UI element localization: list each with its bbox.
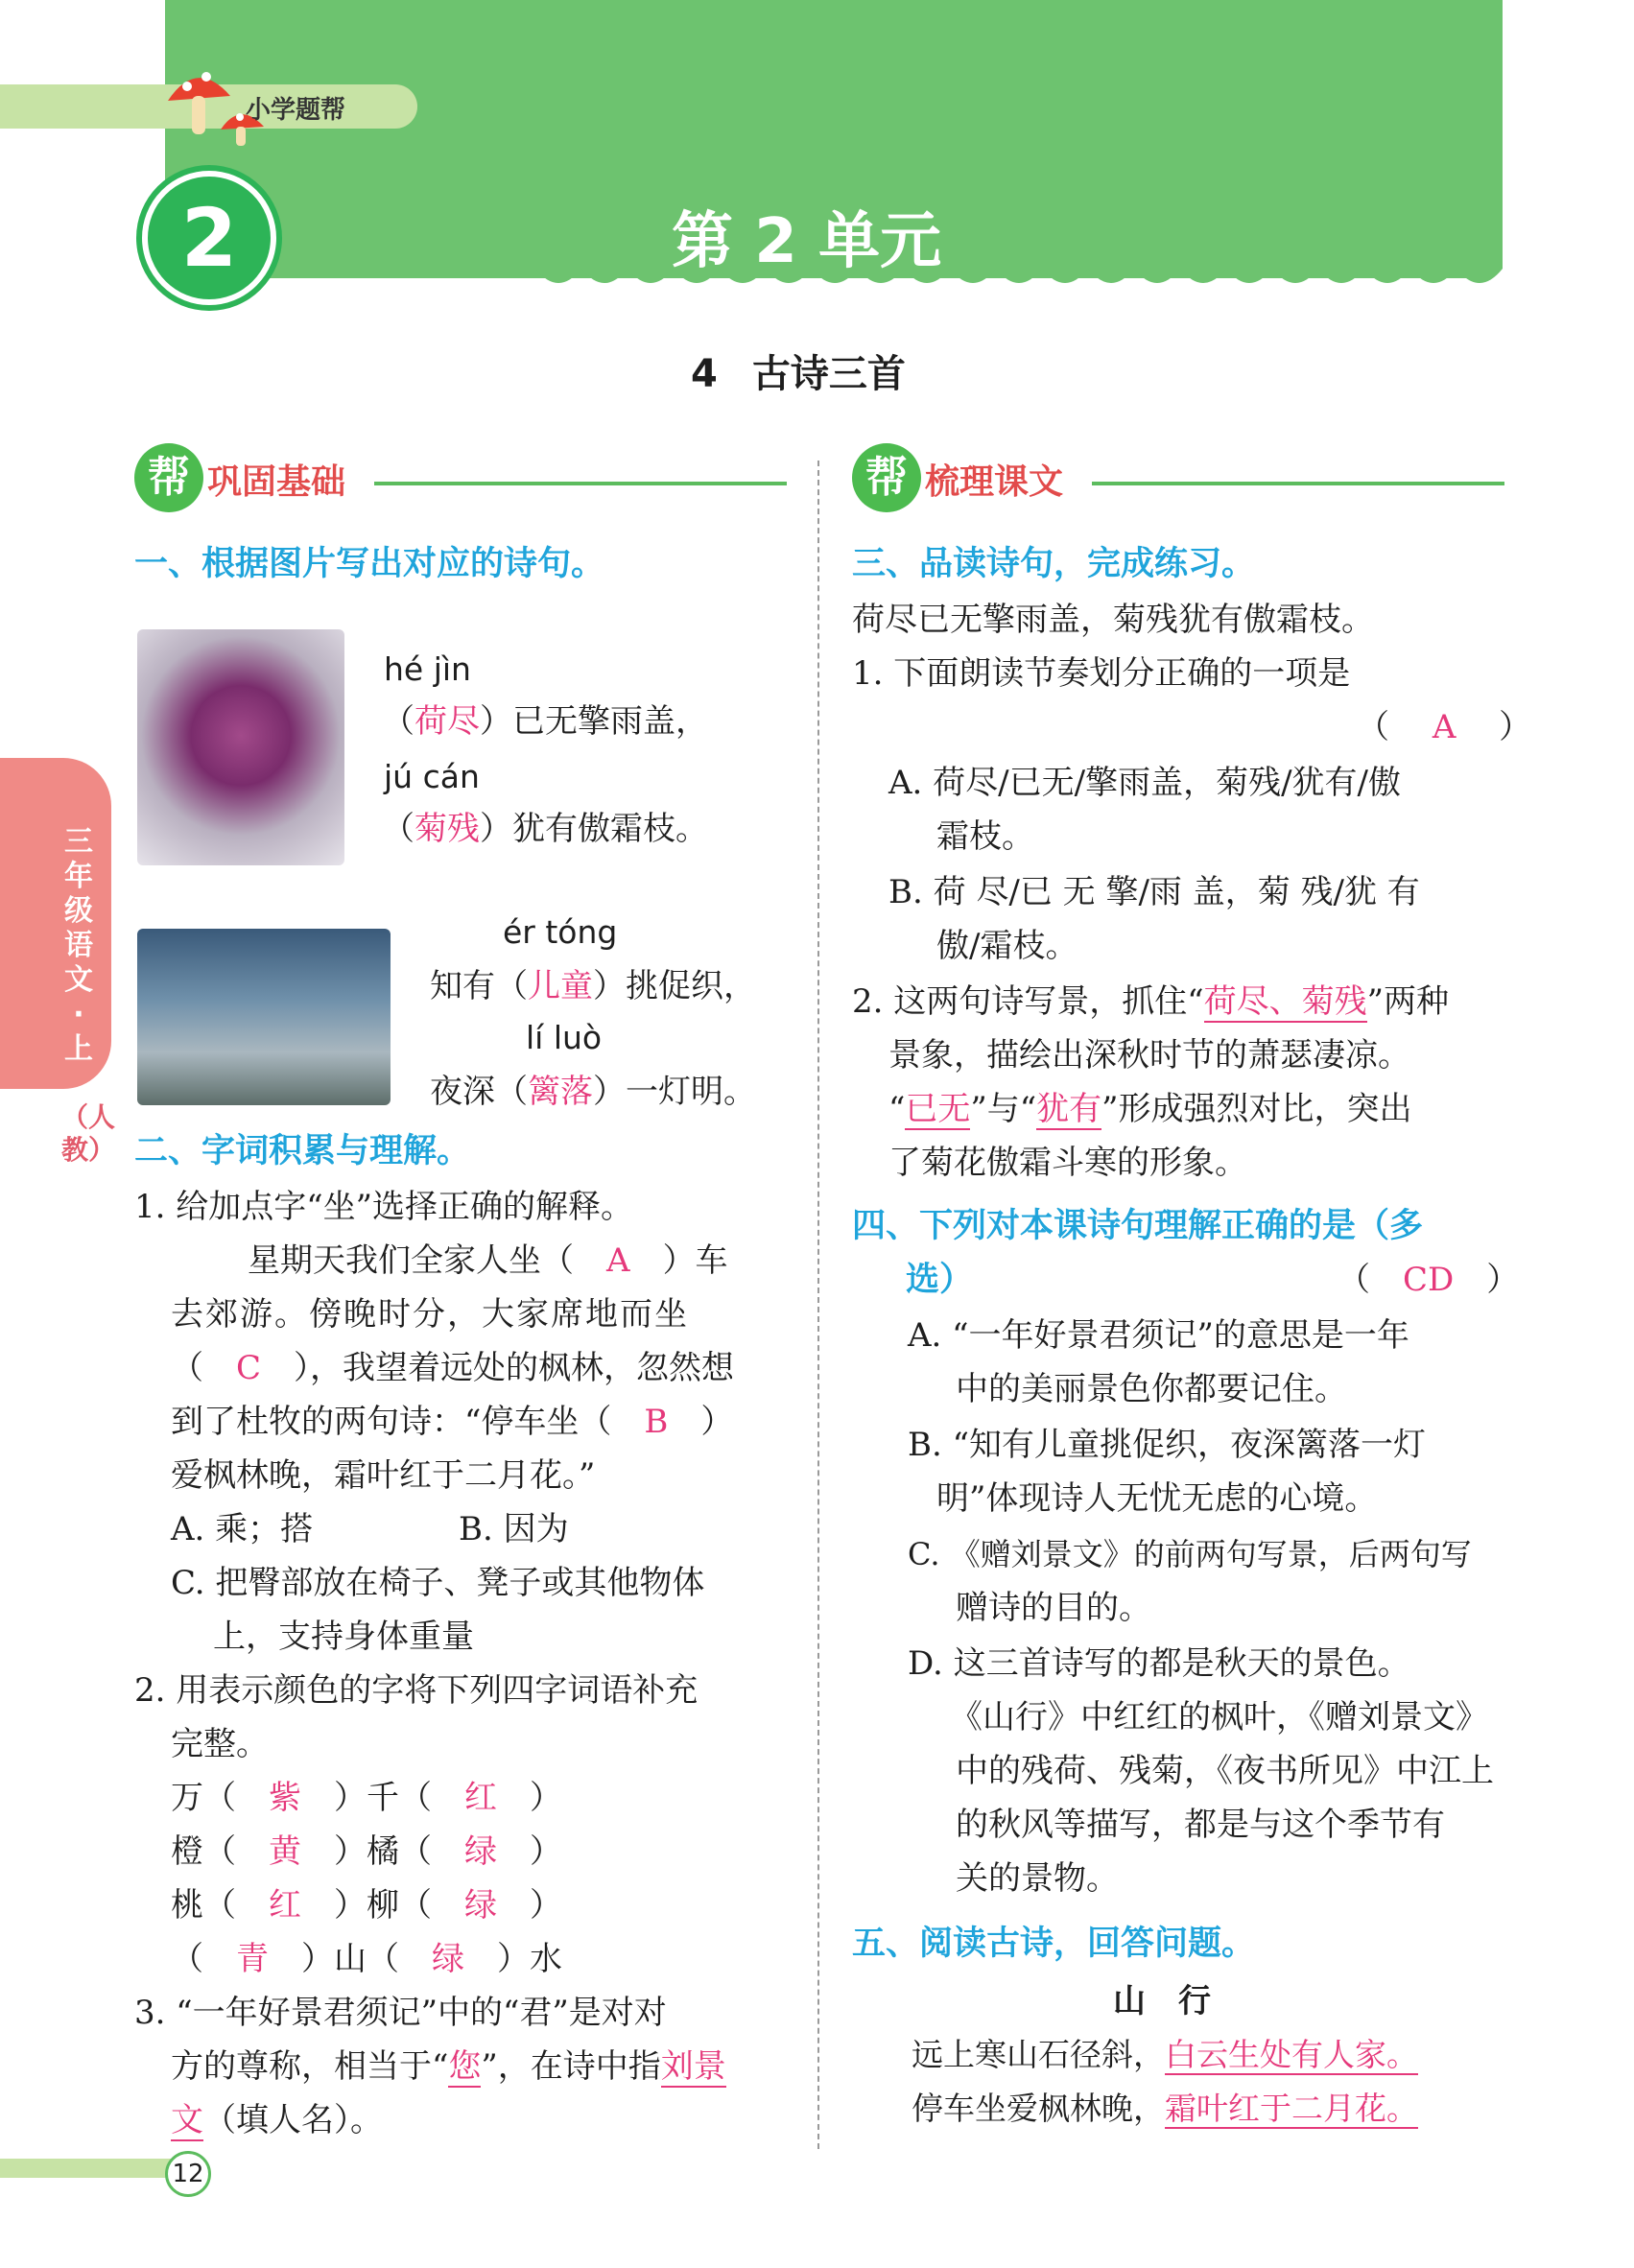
- idiom-line: （ 青 ）山（ 绿 ）水: [171, 1940, 562, 1978]
- poem-line: 知有（儿童）挑促织，: [430, 967, 756, 1005]
- poem-line: （荷尽）已无擎雨盖，: [382, 702, 708, 741]
- poem-line: 夜深（篱落）一灯明。: [430, 1073, 756, 1111]
- answer: 绿: [464, 1886, 497, 1925]
- answer: 荷尽: [414, 702, 480, 741]
- pinyin: lí luò: [526, 1019, 603, 1056]
- q2-line: （ C ），我望着远处的枫林，忽然想: [171, 1349, 735, 1387]
- side-tab-grade: 三年级语文·上: [64, 825, 93, 1066]
- idiom-line: 橙（ 黄 ）橘（ 绿 ）: [171, 1832, 562, 1871]
- option-a: A. “一年好景君须记”的意思是一年: [908, 1316, 1409, 1355]
- unit-title: 第 2 单元: [672, 206, 942, 277]
- q3-sub2-cont: 景象，描绘出深秋时节的萧瑟凄凉。: [888, 1036, 1410, 1075]
- option-a-cont: 霜枝。: [936, 817, 1034, 856]
- option-a-cont: 中的美丽景色你都要记住。: [956, 1370, 1347, 1408]
- q2-sub3-cont: 文（填人名）。: [171, 2101, 383, 2139]
- poem-title: 山 行: [1113, 1982, 1211, 2020]
- q2-line: 去郊游。傍晚时分，大家席地而坐: [171, 1295, 689, 1334]
- answer: 绿: [464, 1832, 497, 1871]
- poem-line: 停车坐爱枫林晚，霜叶红于二月花。: [912, 2090, 1418, 2127]
- brand-name: 小学题帮: [246, 96, 346, 125]
- option-b: B. “知有儿童挑促织，夜深篱落一灯: [908, 1426, 1426, 1464]
- q3-heading: 三、品读诗句，完成练习。: [852, 545, 1256, 583]
- lesson-name: 古诗三首: [751, 352, 906, 396]
- poem-line: 远上寒山石径斜，白云生处有人家。: [912, 2036, 1418, 2073]
- q1-heading: 一、根据图片写出对应的诗句。: [134, 545, 605, 583]
- lesson-title: [691, 343, 906, 398]
- q2-sub2-cont: 完整。: [171, 1725, 269, 1763]
- answer: 已无: [905, 1090, 971, 1128]
- answer: A: [606, 1241, 630, 1280]
- option-c-cont: 上，支持身体重量: [213, 1618, 474, 1656]
- pinyin: ér tóng: [503, 913, 618, 951]
- answer: 紫: [269, 1779, 301, 1817]
- answer: 红: [464, 1779, 497, 1817]
- side-tab-edition: （人教）: [61, 1101, 116, 1166]
- option-d-cont: 的秋风等描写，都是与这个季节有: [956, 1806, 1445, 1844]
- footer-strip: [0, 2159, 171, 2178]
- answer: 霜叶红于二月花。: [1165, 2090, 1418, 2127]
- pinyin: hé jìn: [384, 650, 471, 688]
- chrysanthemum-photo: [137, 629, 344, 865]
- answer: C: [236, 1349, 262, 1387]
- option-c: C. 《赠刘景文》的前两句写景，后两句写: [908, 1536, 1472, 1572]
- idiom-line: 桃（ 红 ）柳（ 绿 ）: [171, 1886, 562, 1925]
- q2-sub3-cont: 方的尊称，相当于“您”，在诗中指刘景: [171, 2047, 726, 2086]
- answer: 黄: [269, 1832, 301, 1871]
- answer-bracket: （ CD ）: [1338, 1261, 1520, 1299]
- badge-label: 梳理课文: [925, 462, 1064, 502]
- answer: 文: [171, 2101, 203, 2139]
- q3-sub2-cont: “已无”与“犹有”形成强烈对比，突出: [888, 1090, 1412, 1128]
- answer: 荷尽、菊残: [1203, 982, 1367, 1021]
- q4-heading-cont: 选）: [906, 1261, 974, 1299]
- option-b: B. 因为: [459, 1510, 569, 1548]
- answer: 白云生处有人家。: [1165, 2036, 1418, 2073]
- answer: 菊残: [414, 810, 480, 848]
- q2-line: 到了杜牧的两句诗：“停车坐（ B ）: [171, 1403, 734, 1441]
- badge-line: [374, 482, 787, 485]
- night-fence-photo: [137, 929, 391, 1105]
- option-d: D. 这三首诗写的都是秋天的景色。: [908, 1644, 1410, 1683]
- option-c: C. 把臀部放在椅子、凳子或其他物体: [171, 1564, 705, 1602]
- badge-label: 巩固基础: [207, 462, 346, 502]
- q3-poem: 荷尽已无擎雨盖，菊残犹有傲霜枝。: [852, 601, 1374, 639]
- q3-sub2: 2. 这两句诗写景，抓住“荷尽、菊残”两种: [852, 982, 1450, 1021]
- answer: 青: [236, 1940, 269, 1978]
- q5-heading: 五、阅读古诗，回答问题。: [852, 1925, 1256, 1963]
- option-b-cont: 傲/霜枝。: [936, 927, 1078, 965]
- q3-sub2-cont: 了菊花傲霜斗寒的形象。: [888, 1144, 1247, 1182]
- option-b-cont: 明”体现诗人无忧无虑的心境。: [936, 1479, 1378, 1518]
- answer: 篱落: [528, 1073, 593, 1111]
- page-number: 12: [165, 2151, 211, 2197]
- badge-icon: 帮: [852, 443, 921, 512]
- answer: 犹有: [1036, 1090, 1102, 1128]
- q2-sub1: 1. 给加点字“坐”选择正确的解释。: [134, 1188, 634, 1226]
- q4-heading: 四、下列对本课诗句理解正确的是（多: [852, 1207, 1424, 1245]
- q2-heading: 二、字词积累与理解。: [134, 1132, 471, 1170]
- option-c-cont: 赠诗的目的。: [956, 1589, 1151, 1627]
- q3-sub1: 1. 下面朗读节奏划分正确的一项是: [852, 654, 1351, 693]
- column-divider: [817, 461, 819, 2149]
- badge-icon: 帮: [134, 443, 203, 512]
- answer: 红: [269, 1886, 301, 1925]
- section-badge-right: [852, 443, 1504, 510]
- option-a: A. 乘；搭: [171, 1510, 314, 1548]
- answer: B: [644, 1403, 669, 1441]
- q2-sub3: 3. “一年好景君须记”中的“君”是对对: [134, 1994, 667, 2032]
- unit-number: 2: [180, 191, 238, 285]
- answer-bracket: （ A ）: [1357, 708, 1532, 746]
- q2-sub2: 2. 用表示颜色的字将下列四字词语补充: [134, 1671, 699, 1710]
- option-d-cont: 关的景物。: [956, 1859, 1119, 1898]
- badge-line: [1092, 482, 1504, 485]
- answer: 您: [448, 2047, 482, 2086]
- option-a: A. 荷尽/已无/擎雨盖，菊残/犹有/傲: [888, 764, 1401, 802]
- option-d-cont: 中的残荷、残菊，《夜书所见》中江上: [956, 1752, 1494, 1790]
- option-b: B. 荷 尽/已 无 擎/雨 盖，菊 残/犹 有: [888, 873, 1420, 911]
- answer: CD: [1403, 1261, 1455, 1299]
- idiom-line: 万（ 紫 ）千（ 红 ）: [171, 1779, 562, 1817]
- answer: 刘景: [660, 2047, 726, 2086]
- answer: A: [1432, 708, 1456, 746]
- q2-line: 星期天我们全家人坐（ A ）车: [248, 1241, 728, 1280]
- poem-line: （菊残）犹有傲霜枝。: [382, 810, 708, 848]
- q2-line: 爱枫林晚，霜叶红于二月花。”: [171, 1456, 596, 1495]
- pinyin: jú cán: [384, 758, 480, 795]
- answer: 绿: [432, 1940, 464, 1978]
- lesson-number: 4: [691, 352, 718, 396]
- section-badge-left: [134, 443, 787, 510]
- answer: 儿童: [528, 967, 593, 1005]
- option-d-cont: 《山行》中红红的枫叶，《赠刘景文》: [950, 1698, 1488, 1736]
